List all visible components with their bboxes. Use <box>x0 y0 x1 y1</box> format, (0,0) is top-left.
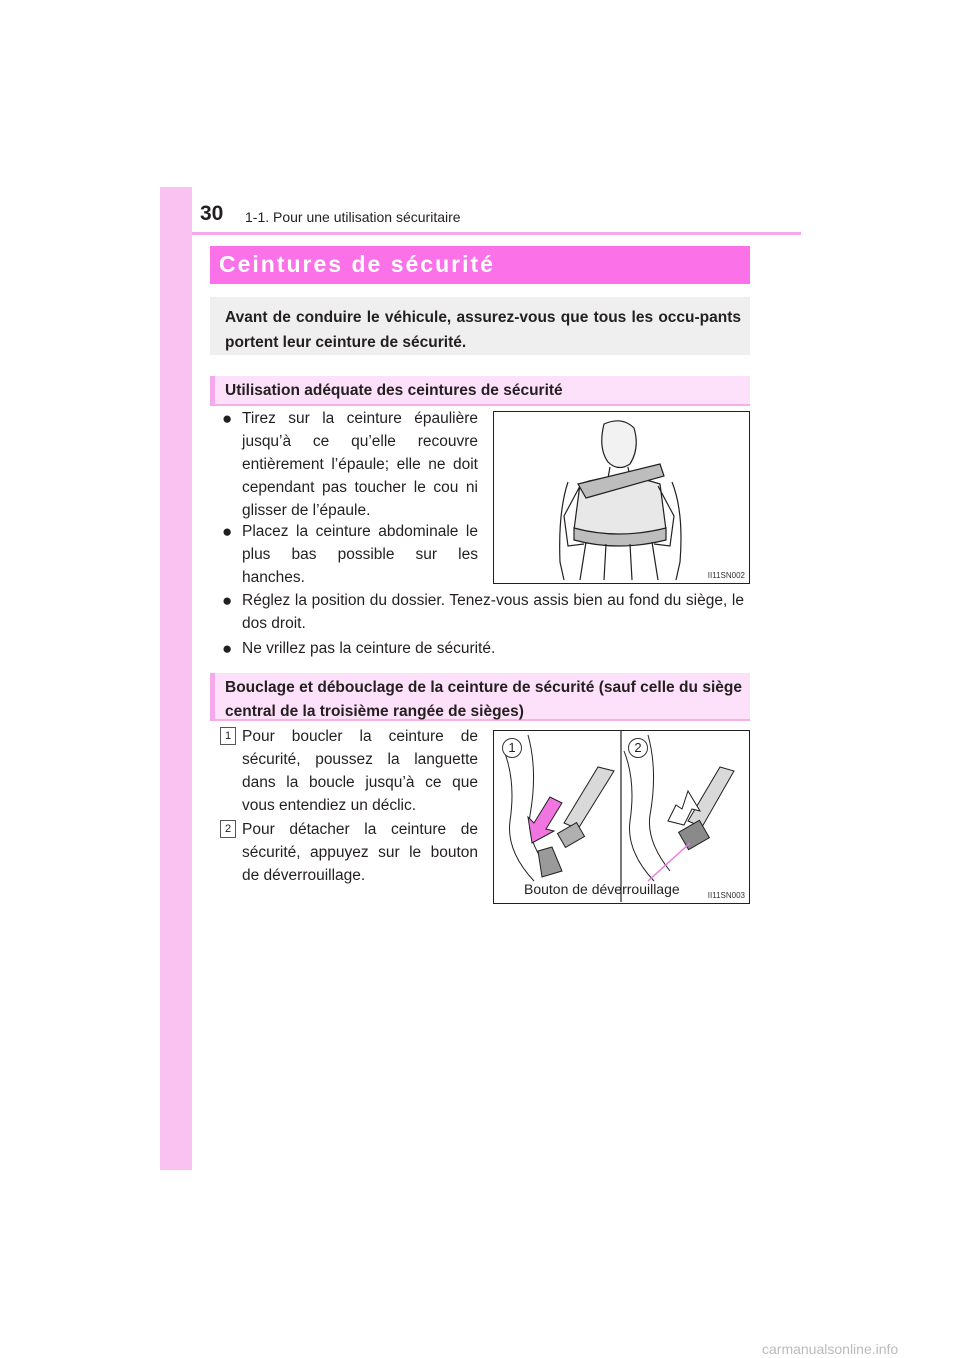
bullet-icon: ● <box>222 409 233 428</box>
figure-code: II11SN002 <box>707 571 745 580</box>
bullet-text: Placez la ceinture abdominale le plus bas possible sur les hanches. <box>242 523 478 586</box>
side-thumb-tab <box>160 187 192 1170</box>
subheading-text: Bouclage et débouclage de la ceinture de sécurité (sauf celle du siège central de la troisième rangée de sièges) <box>225 679 742 720</box>
section-label: 1-1. Pour une utilisation sécuritaire <box>245 209 461 225</box>
step-text: Pour détacher la ceinture de sécurité, appuyez sur le bouton de déverrouillage. <box>242 821 478 884</box>
bullet-item <box>222 520 478 589</box>
figure-seated-person <box>493 411 750 584</box>
release-button-label: Bouton de déverrouillage <box>524 881 680 897</box>
bullet-icon: ● <box>222 522 233 541</box>
footer-watermark: carmanualsonline.info <box>762 1341 899 1357</box>
step-number-2: 2 <box>220 820 236 838</box>
step-number-1: 1 <box>220 727 236 745</box>
buckle-illustration <box>494 731 748 902</box>
page-title-bar <box>210 246 750 284</box>
page-number: 30 <box>200 202 224 225</box>
panel-marker-2: 2 <box>628 738 648 758</box>
bullet-icon: ● <box>222 591 233 610</box>
step-item <box>224 818 478 887</box>
bullet-text: Ne vrillez pas la ceinture de sécurité. <box>242 640 496 657</box>
figure-code: II11SN003 <box>707 891 745 900</box>
intro-box <box>210 297 750 355</box>
bullet-icon: ● <box>222 639 233 658</box>
bullet-item <box>222 407 478 522</box>
subheading-text: Utilisation adéquate des ceintures de sécurité <box>225 382 563 399</box>
bullet-item <box>222 637 744 660</box>
subheading-buckling <box>210 673 750 721</box>
figure-buckle <box>493 730 750 904</box>
bullet-text: Réglez la position du dossier. Tenez-vous assis bien au fond du siège, le dos droit. <box>242 592 744 632</box>
page-title: Ceintures de sécurité <box>219 251 495 277</box>
panel-marker-1: 1 <box>502 738 522 758</box>
bullet-item <box>222 589 744 635</box>
bullet-text: Tirez sur la ceinture épaulière jusqu’à ce qu’elle recouvre entièrement l’épaule; elle ne doit cependant pas toucher le cou ni glisser de l’épaule. <box>242 410 478 519</box>
step-text: Pour boucler la ceinture de sécurité, poussez la languette dans la boucle jusqu’à ce que vous entendiez un déclic. <box>242 728 478 814</box>
intro-text: Avant de conduire le véhicule, assurez-vous que tous les occu-pants portent leur ceinture de sécurité. <box>225 309 741 351</box>
seated-person-illustration <box>494 412 748 582</box>
header-rule <box>192 232 801 235</box>
step-item <box>224 725 478 817</box>
subheading-proper-use <box>210 376 750 406</box>
